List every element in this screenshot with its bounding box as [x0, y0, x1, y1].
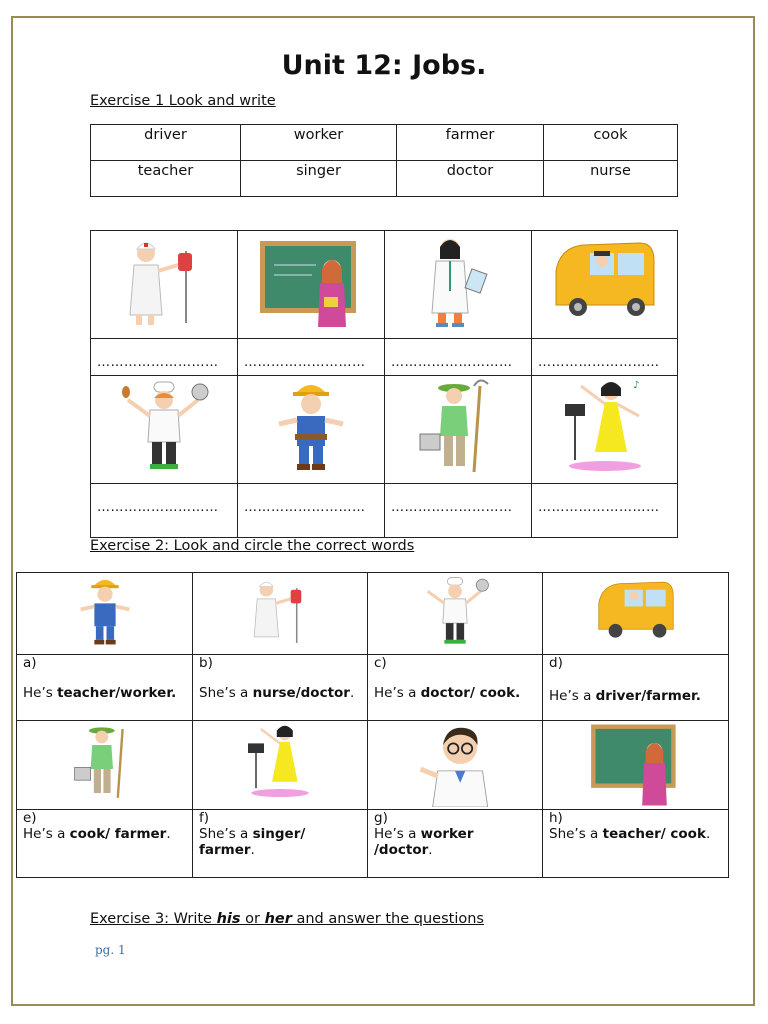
word-cell: cook — [544, 125, 678, 161]
word-cell: teacher — [91, 161, 241, 197]
cook-icon — [114, 376, 214, 476]
exercise-2-table — [16, 572, 729, 878]
farmer-icon — [63, 721, 147, 801]
exercise-1-heading: Exercise 1 Look and write — [90, 93, 276, 109]
worker-picture-cell — [238, 376, 385, 484]
word-cell: doctor — [397, 161, 544, 197]
answer-blank[interactable]: ……………………… — [91, 339, 238, 376]
teacher-icon — [256, 231, 366, 331]
nurse-picture-cell — [91, 231, 238, 339]
word-cell: driver — [91, 125, 241, 161]
word-bank-table — [90, 124, 678, 197]
exercise-2-heading: Exercise 2: Look and circle the correct words — [90, 538, 415, 554]
singer-picture-cell — [532, 376, 678, 484]
item-caption: g) He’s a worker /doctor. — [368, 810, 543, 878]
answer-blank[interactable]: ……………………… — [385, 339, 532, 376]
cook-icon — [415, 573, 495, 649]
teacher-icon — [584, 721, 688, 809]
answer-blank[interactable]: ……………………… — [91, 484, 238, 538]
bus-driver-icon — [591, 573, 681, 649]
farmer-icon — [408, 376, 508, 476]
exercise-1-picture-table — [90, 230, 678, 538]
item-caption: e) He’s a cook/ farmer. — [17, 810, 193, 878]
exercise-3-heading: Exercise 3: Write his or her and answer the questions — [90, 911, 484, 927]
item-caption: c) He’s a doctor/ cook. — [368, 655, 543, 721]
nurse-icon — [114, 231, 214, 331]
driver-picture-cell — [543, 573, 729, 655]
page-number: pg. 1 — [95, 943, 126, 957]
doctor-icon — [408, 231, 508, 331]
doctor-icon — [410, 721, 500, 807]
word-cell: singer — [241, 161, 397, 197]
bus-driver-icon — [550, 231, 660, 331]
item-caption: a) He’s teacher/worker. — [17, 655, 193, 721]
answer-blank[interactable]: ……………………… — [385, 484, 532, 538]
farmer-picture-cell — [17, 721, 193, 810]
item-caption: h) She’s a teacher/ cook. — [543, 810, 729, 878]
farmer-picture-cell — [385, 376, 532, 484]
answer-blank[interactable]: ……………………… — [238, 339, 385, 376]
teacher-picture-cell — [238, 231, 385, 339]
worker-picture-cell — [17, 573, 193, 655]
word-cell: farmer — [397, 125, 544, 161]
answer-blank[interactable]: ……………………… — [532, 339, 678, 376]
svg-text:♪: ♪ — [632, 380, 639, 391]
word-cell: nurse — [544, 161, 678, 197]
nurse-picture-cell — [193, 573, 368, 655]
worker-icon — [65, 573, 145, 649]
cook-picture-cell — [91, 376, 238, 484]
singer-icon — [555, 376, 655, 476]
item-caption: f) She’s a singer/ farmer. — [193, 810, 368, 878]
answer-blank[interactable]: ……………………… — [532, 484, 678, 538]
singer-picture-cell — [193, 721, 368, 810]
cook-picture-cell — [368, 573, 543, 655]
word-cell: worker — [241, 125, 397, 161]
item-caption: b) She’s a nurse/doctor. — [193, 655, 368, 721]
page-title: Unit 12: Jobs. — [281, 50, 487, 81]
item-caption: d) He’s a driver/farmer. — [543, 655, 729, 721]
teacher-picture-cell — [543, 721, 729, 810]
doctor-picture-cell — [368, 721, 543, 810]
answer-blank[interactable]: ……………………… — [238, 484, 385, 538]
driver-picture-cell — [532, 231, 678, 339]
doctor-picture-cell — [385, 231, 532, 339]
singer-icon — [238, 721, 322, 801]
worker-icon — [261, 376, 361, 476]
nurse-icon — [240, 573, 320, 649]
